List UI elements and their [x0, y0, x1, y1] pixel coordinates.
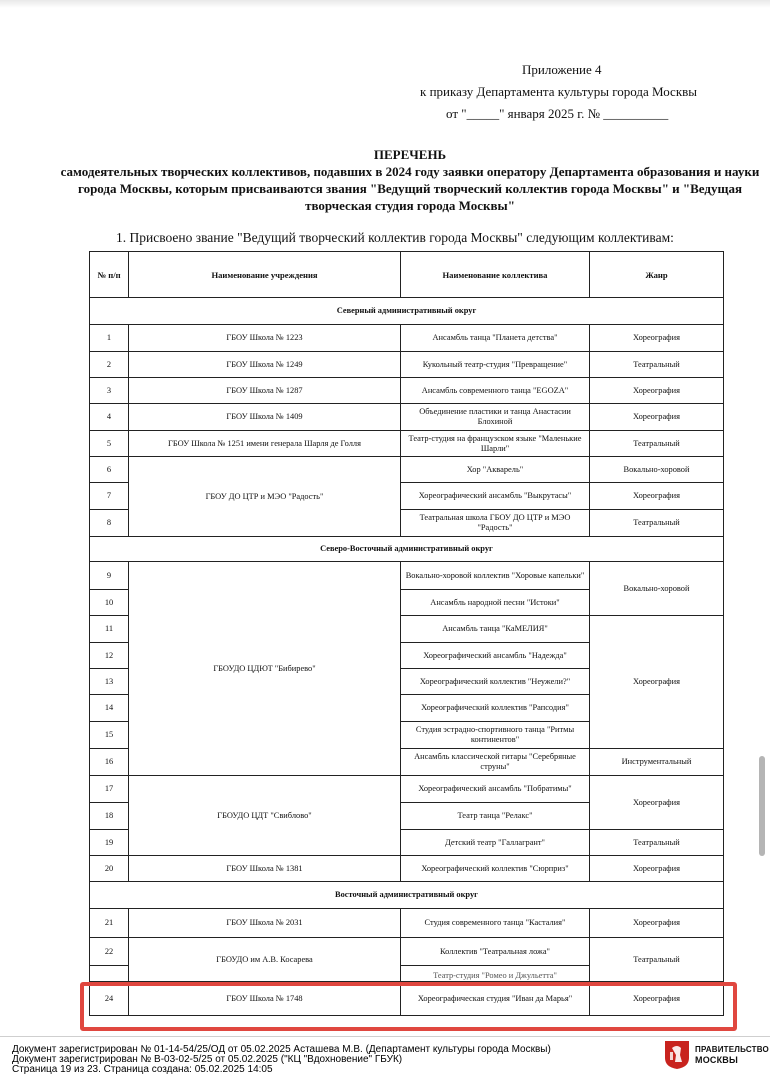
row-num: 1	[90, 325, 129, 352]
row-collective: Хореографический ансамбль "Выкрутасы"	[401, 483, 590, 510]
row-num: 17	[90, 776, 129, 803]
row-collective: Ансамбль народной песни "Истоки"	[401, 590, 590, 616]
row-genre: Хореография	[590, 909, 724, 938]
logo-text	[695, 1045, 769, 1065]
row-num: 11	[90, 616, 129, 643]
row-genre: Хореография	[590, 483, 724, 510]
row-collective: Студия современного танца "Касталия"	[401, 909, 590, 938]
header-num: № п/п	[90, 252, 129, 298]
row-num-hidden	[90, 966, 129, 982]
table-row	[90, 856, 724, 882]
row-genre: Хореография	[590, 982, 724, 1016]
row-num: 22	[90, 938, 129, 966]
region-east: Восточный административный округ	[90, 882, 724, 909]
table-row	[90, 776, 724, 803]
document-title: ПЕРЕЧЕНЬ	[373, 147, 447, 162]
collectives-table	[89, 251, 724, 1016]
row-num: 8	[90, 510, 129, 537]
row-num: 15	[90, 722, 129, 749]
row-institution: ГБОУ ДО ЦТР и МЭО "Радость"	[129, 457, 401, 537]
row-genre: Хореография	[590, 856, 724, 882]
row-num: 6	[90, 457, 129, 483]
row-genre: Хореография	[590, 776, 724, 830]
appendix-order: к приказу Департамента культуры города Москвы	[420, 84, 698, 99]
row-num: 4	[90, 404, 129, 431]
table-row	[90, 431, 724, 457]
row-genre: Хореография	[590, 325, 724, 352]
row-num: 19	[90, 830, 129, 856]
row-num: 20	[90, 856, 129, 882]
table-row	[90, 352, 724, 378]
region-north: Северный административный округ	[90, 298, 724, 325]
row-collective: Хореографический коллектив "Сюрприз"	[401, 856, 590, 882]
row-collective: Коллектив "Театральная ложа"	[401, 938, 590, 966]
row-num: 3	[90, 378, 129, 404]
region-north-east: Северо-Восточный административный округ	[90, 537, 724, 562]
document-subtitle: самодеятельных творческих коллективов, подавших в 2024 году заявки оператору Департамента образования и науки города Москвы, которым присваиваются звания "Ведущий творческий коллектив города Москвы" и "Ведущая творческая студия города Москвы"	[60, 164, 760, 213]
appendix-title: Приложение 4	[522, 62, 602, 77]
row-collective: Театр танца "Релакс"	[401, 803, 590, 830]
row-collective: Хореографический коллектив "Рапсодия"	[401, 695, 590, 722]
page-top-edge	[0, 0, 770, 8]
row-genre: Театральный	[590, 352, 724, 378]
region-row	[90, 298, 724, 325]
row-collective: Хореографический ансамбль "Побратимы"	[401, 776, 590, 803]
table-row	[90, 457, 724, 483]
row-collective: Театральная школа ГБОУ ДО ЦТР и МЭО "Радость"	[401, 510, 590, 537]
row-institution: ГБОУ Школа № 1409	[129, 404, 401, 431]
row-institution: ГБОУ Школа № 1287	[129, 378, 401, 404]
row-num: 9	[90, 562, 129, 590]
row-num: 13	[90, 669, 129, 695]
row-num: 21	[90, 909, 129, 938]
table-row	[90, 404, 724, 431]
footer-line-1: Документ зарегистрирован № 01-14-54/25/ОД от 05.02.2025 Асташева М.В. (Департамент культуры города Москвы)	[12, 1044, 551, 1055]
logo-line-1: ПРАВИТЕЛЬСТВО	[695, 1045, 769, 1054]
row-genre: Вокально-хоровой	[590, 562, 724, 616]
row-collective: Хореографический ансамбль "Надежда"	[401, 643, 590, 669]
registration-footer	[0, 1036, 770, 1088]
row-collective: Вокально-хоровой коллектив "Хоровые капельки"	[401, 562, 590, 590]
row-collective: Хор "Акварель"	[401, 457, 590, 483]
logo-line-2: МОСКВЫ	[695, 1055, 739, 1065]
footer-line-2: Документ зарегистрирован № В-03-02-5/25 от 05.02.2025 ("КЦ "Вдохновение" ГБУК)	[12, 1054, 403, 1065]
row-genre: Хореография	[590, 378, 724, 404]
row-collective: Объединение пластики и танца Анастасии Блохиной	[401, 404, 590, 431]
table-header-row	[90, 252, 724, 298]
footer-line-3: Страница 19 из 23. Страница создана: 05.02.2025 14:05	[12, 1064, 273, 1075]
row-collective: Театр-студия на французском языке "Маленькие Шарли"	[401, 431, 590, 457]
row-collective: Детский театр "Галлагрант"	[401, 830, 590, 856]
header-collective: Наименование коллектива	[401, 252, 590, 298]
row-institution: ГБОУ Школа № 2031	[129, 909, 401, 938]
row-institution: ГБОУДО им А.В. Косарева	[129, 938, 401, 982]
table-row	[90, 378, 724, 404]
row-genre: Театральный	[590, 830, 724, 856]
table-row	[90, 938, 724, 966]
row-institution: ГБОУ Школа № 1748	[129, 982, 401, 1016]
section-heading: 1. Присвоено звание "Ведущий творческий коллектив города Москвы" следующим коллективам:	[116, 230, 674, 245]
header-institution: Наименование учреждения	[129, 252, 401, 298]
row-institution: ГБОУ Школа № 1251 имени генерала Шарля де Голля	[129, 431, 401, 457]
row-num: 2	[90, 352, 129, 378]
row-genre: Театральный	[590, 431, 724, 457]
moscow-coat-of-arms-icon	[664, 1040, 690, 1070]
row-genre: Театральный	[590, 938, 724, 982]
row-num: 12	[90, 643, 129, 669]
row-institution: ГБОУ Школа № 1249	[129, 352, 401, 378]
row-collective: Ансамбль танца "КаМЕЛИЯ"	[401, 616, 590, 643]
row-num: 5	[90, 431, 129, 457]
row-collective: Хореографический коллектив "Неужели?"	[401, 669, 590, 695]
table-row	[90, 562, 724, 590]
row-institution: ГБОУДО ЦДЮТ "Бибирево"	[129, 562, 401, 776]
table-row	[90, 325, 724, 352]
row-num: 10	[90, 590, 129, 616]
row-collective: Студия эстрадно-спортивного танца "Ритмы континентов"	[401, 722, 590, 749]
row-institution: ГБОУ Школа № 1381	[129, 856, 401, 882]
row-genre: Инструментальный	[590, 749, 724, 776]
appendix-date: от "_____" января 2025 г. № __________	[446, 106, 669, 121]
row-institution: ГБОУ Школа № 1223	[129, 325, 401, 352]
row-collective: Хореографическая студия "Иван да Марья"	[401, 982, 590, 1016]
scrollbar-thumb[interactable]	[759, 756, 765, 856]
region-row	[90, 882, 724, 909]
row-collective: Ансамбль классической гитары "Серебряные струны"	[401, 749, 590, 776]
row-collective: Кукольный театр-студия "Превращение"	[401, 352, 590, 378]
row-institution: ГБОУДО ЦДТ "Свиблово"	[129, 776, 401, 856]
row-genre: Вокально-хоровой	[590, 457, 724, 483]
region-row	[90, 537, 724, 562]
row-collective: Ансамбль современного танца "EGOZA"	[401, 378, 590, 404]
table-row	[90, 909, 724, 938]
row-genre: Хореография	[590, 616, 724, 749]
row-collective: Ансамбль танца "Планета детства"	[401, 325, 590, 352]
row-collective: Театр-студия "Ромео и Джульетта"	[401, 966, 590, 982]
row-num: 14	[90, 695, 129, 722]
row-num: 18	[90, 803, 129, 830]
row-num: 16	[90, 749, 129, 776]
table-row-highlighted	[90, 982, 724, 1016]
row-num: 24	[90, 982, 129, 1016]
header-genre: Жанр	[590, 252, 724, 298]
row-genre: Хореография	[590, 404, 724, 431]
row-genre: Театральный	[590, 510, 724, 537]
row-num: 7	[90, 483, 129, 510]
